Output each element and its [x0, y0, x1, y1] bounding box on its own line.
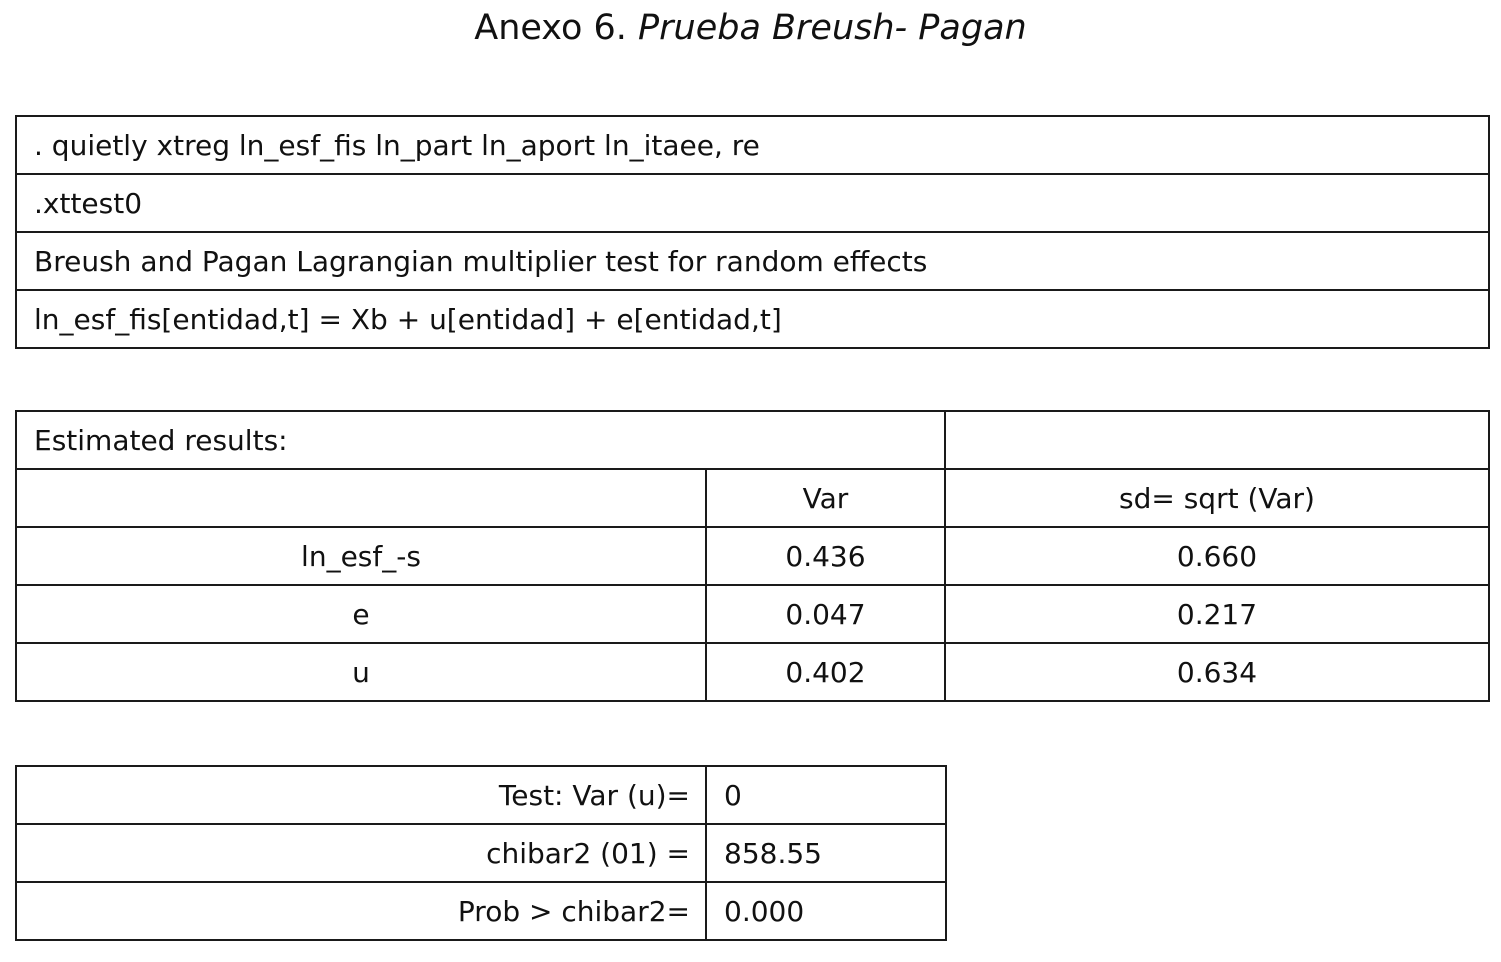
command-line: ln_esf_fis[entidad,t] = Xb + u[entidad] + e[entidad,t]	[16, 290, 1489, 348]
table-row	[16, 232, 1489, 290]
column-header: Var	[706, 469, 945, 527]
test-label: chibar2 (01) =	[16, 824, 706, 882]
row-name: ln_esf_-s	[16, 527, 706, 585]
column-header	[16, 469, 706, 527]
title-italic: Prueba Breush- Pagan	[638, 8, 1027, 48]
sd-value: 0.634	[945, 643, 1489, 701]
table-row	[16, 585, 1489, 643]
table-row	[16, 766, 946, 824]
command-line: . quietly xtreg ln_esf_fis ln_part ln_aport ln_itaee, re	[16, 116, 1489, 174]
table-row	[16, 527, 1489, 585]
table-row	[16, 174, 1489, 232]
empty-cell	[945, 411, 1489, 469]
table-row	[16, 882, 946, 940]
results-heading: Estimated results:	[16, 411, 945, 469]
sd-value: 0.217	[945, 585, 1489, 643]
test-value: 0	[706, 766, 946, 824]
test-table	[15, 765, 947, 941]
command-table	[15, 115, 1490, 349]
table-row	[16, 411, 1489, 469]
test-value: 0.000	[706, 882, 946, 940]
table-row	[16, 116, 1489, 174]
var-value: 0.402	[706, 643, 945, 701]
command-line: Breush and Pagan Lagrangian multiplier test for random effects	[16, 232, 1489, 290]
row-name: e	[16, 585, 706, 643]
command-line: .xttest0	[16, 174, 1489, 232]
table-row	[16, 290, 1489, 348]
column-header: sd= sqrt (Var)	[945, 469, 1489, 527]
test-value: 858.55	[706, 824, 946, 882]
table-row	[16, 824, 946, 882]
results-table	[15, 410, 1490, 702]
var-value: 0.047	[706, 585, 945, 643]
test-label: Test: Var (u)=	[16, 766, 706, 824]
page-title	[0, 6, 1501, 50]
test-label: Prob > chibar2=	[16, 882, 706, 940]
sd-value: 0.660	[945, 527, 1489, 585]
var-value: 0.436	[706, 527, 945, 585]
table-header-row	[16, 469, 1489, 527]
title-prefix: Anexo 6.	[474, 8, 639, 48]
row-name: u	[16, 643, 706, 701]
table-row	[16, 643, 1489, 701]
